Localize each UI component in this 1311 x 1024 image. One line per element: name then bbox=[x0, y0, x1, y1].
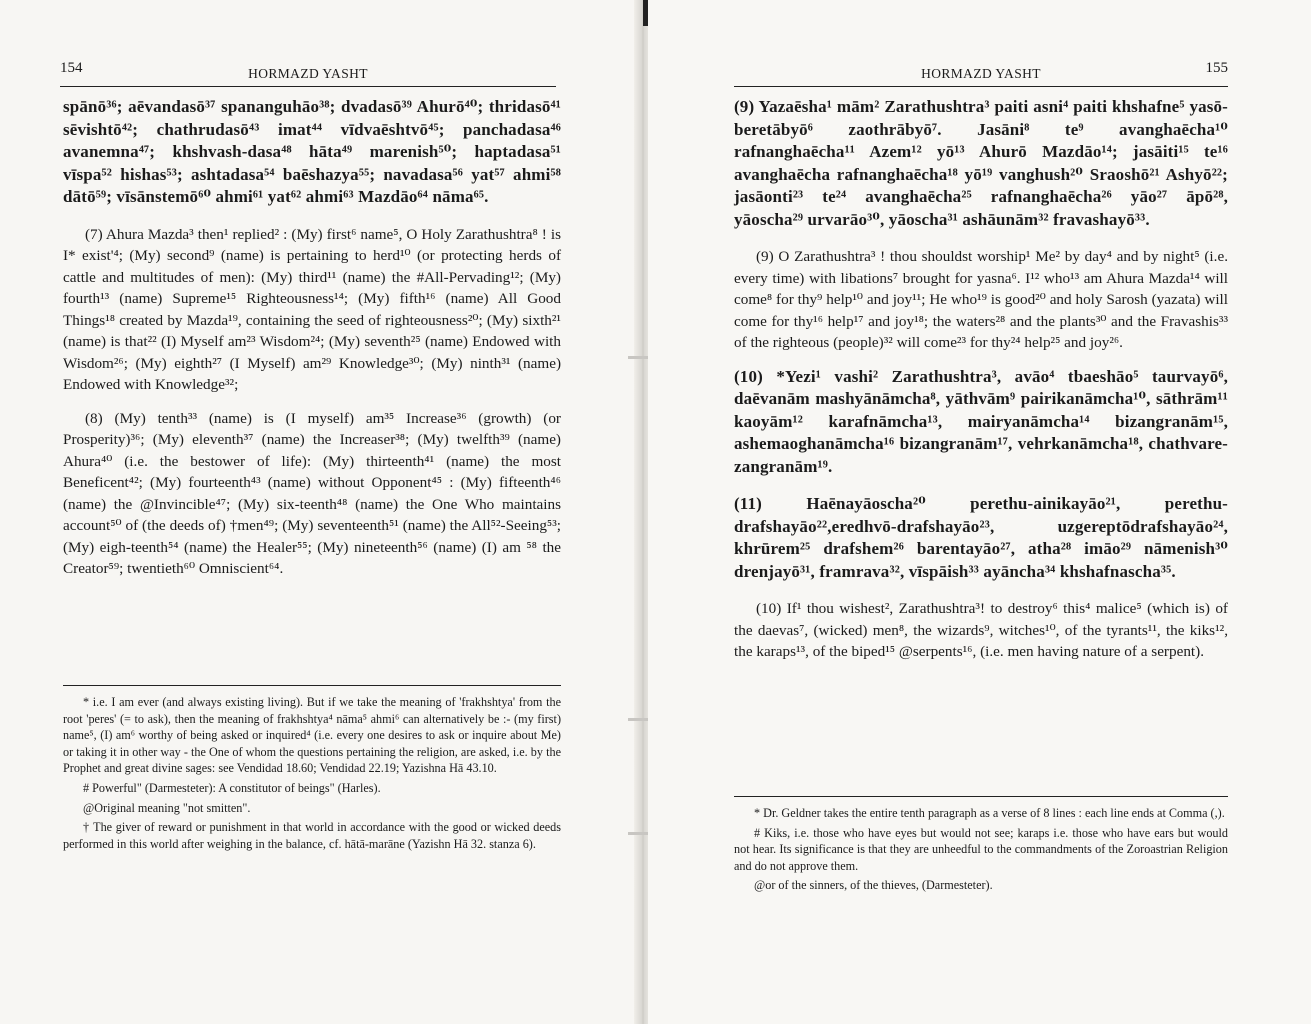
footnote: @Original meaning "not smitten". bbox=[83, 800, 251, 815]
footnote-rule bbox=[63, 685, 561, 686]
left-page bbox=[0, 0, 640, 1024]
footnotes bbox=[63, 683, 561, 855]
avestan-verse-11: (11) Haēnayāoscha²⁰ perethu-ainikayāo²¹, perethu-drafshayāo²²,eredhvō-drafshayāo²³, uzgereptōdrafshayāo²⁴, khrūrem²⁵ drafshem²⁶ barentayāo²⁷, atha²⁸ imāo²⁹ nāmenish³⁰ drenjayō³¹, framrava³², vīspāish³³ ayāncha³⁴ khshafnascha³⁵. bbox=[734, 494, 1228, 581]
page-body bbox=[734, 96, 1228, 675]
footnote: # Kiks, i.e. those who have eyes but would not see; karaps i.e. those who have ears but would not hear. Its significance is that they are unheedful to the commandments of the Zoroastrian Religion and do not approve them. bbox=[734, 825, 1228, 873]
footnote: * Dr. Geldner takes the entire tenth paragraph as a verse of 8 lines : each line ends at Comma (,). bbox=[754, 806, 1225, 820]
avestan-verse-7: spānō³⁶; aēvandasō³⁷ spananguhāo³⁸; dvadasō³⁹ Ahurō⁴⁰; thridasō⁴¹ sēvishtō⁴²; chathrudasō⁴³ imat⁴⁴ vīdvaēshtvō⁴⁵; panchadasa⁴⁶ avanemna⁴⁷; khshvash-dasa⁴⁸ hāta⁴⁹ marenish⁵⁰; haptadasa⁵¹ vīspa⁵² hishas⁵³; ashtadasa⁵⁴ baēshazya⁵⁵; navadasa⁵⁶ yat⁵⁷ ahmi⁵⁸ dātō⁵⁹; vīsānstemō⁶⁰ ahmi⁶¹ yat⁶² ahmi⁶³ Mazdāo⁶⁴ nāma⁶⁵. bbox=[63, 97, 561, 206]
translation-7: (7) Ahura Mazda³ then¹ replied² : (My) first⁶ name⁵, O Holy Zarathushtra⁸ ! is I* exist'⁴; (My) second⁹ (name) is pertaining to herd¹⁰ (or protecting herds of cattle and multitudes of men): (My) third¹¹ (name) the #All-Pervading¹²; (My) fourth¹³ (name) Supreme¹⁵ Righteousness¹⁴; (My) fifth¹⁶ (name) All Good Things¹⁸ created by Mazda¹⁹, containing the seed of righteousness²⁰; (My) sixth²¹ (name) is that²² (I) Myself am²³ Wisdom²⁴; (My) seventh²⁵ (name) Endowed with Wisdom²⁶; (My) eighth²⁷ (I Myself) am²⁹ Knowledge³⁰; (My) ninth³¹ (name) Endowed with Knowledge³²; bbox=[63, 225, 561, 393]
footnote: @or of the sinners, of the thieves, (Darmesteter). bbox=[754, 878, 993, 893]
footnote-rule bbox=[734, 796, 1228, 797]
footnote: # Powerful" (Darmesteter): A constitutor of beings" (Harles). bbox=[83, 780, 381, 795]
avestan-verse-10: (10) *Yezi¹ vashi² Zarathushtra³, avāo⁴ tbaeshāo⁵ taurvayō⁶, daēvanām mashyānāmcha⁸, yāthvām⁹ pairikanāmcha¹⁰, sāthrām¹¹ kaoyām¹² karafnāmcha¹³, mairyanāmcha¹⁴ bizangranām¹⁵, ashemaoghanāmcha¹⁶ bizangranām¹⁷, vehrkanāmcha¹⁸, chathvare-zangranām¹⁹. bbox=[734, 366, 1228, 476]
running-head: HORMAZD YASHT bbox=[921, 66, 1041, 81]
page-number: 154 bbox=[60, 60, 83, 76]
page-body bbox=[63, 96, 561, 592]
right-page bbox=[648, 0, 1311, 1024]
page-number: 155 bbox=[1205, 60, 1228, 76]
page-header bbox=[60, 60, 556, 87]
translation-8: (8) (My) tenth³³ (name) is (I myself) am³⁵ Increase³⁶ (growth) (or Prosperity)³⁶; (My) eleventh³⁷ (name) the Increaser³⁸; (My) twelfth³⁹ (name) Ahura⁴⁰ (i.e. the bestower of life): (My) thirteenth⁴¹ (name) the most Beneficent⁴²; (My) fourteenth⁴³ (name) without Opponent⁴⁵ : (My) fifteenth⁴⁶ (name) the @Invincible⁴⁷; (My) six-teenth⁴⁸ (name) the One Who maintains account⁵⁰ of (the deeds of) †men⁴⁹; (My) seventeenth⁵¹ (name) the All⁵²-Seeing⁵³; (My) eigh-teenth⁵⁴ (name) the Healer⁵⁵; (My) nineteenth⁵⁶ (name) (I) am ⁵⁸ the Creator⁵⁹; twentieth⁶⁰ Omniscient⁶⁴. bbox=[63, 409, 561, 577]
footnote: * i.e. I am ever (and always existing living). But if we take the meaning of 'frakhshtya' from the root 'peres' (= to ask), then the meaning of frakhshtya⁴ nāma⁵ ahmi⁶ can alternatively be :- (my first) name⁵, (I) am⁶ worthy of being asked or inquired⁴ (i.e. every one desires to ask or inquire about Me) or taking it in other way - the One of whom the questions pertaining the religion, are asked, i.e. by the Prophet and great divine sages: see Vendidad 18.60; Vendidad 22.19; Yazishna Hā 43.10. bbox=[63, 695, 561, 776]
footnotes bbox=[734, 794, 1228, 897]
running-head: HORMAZD YASHT bbox=[248, 66, 368, 81]
page-header bbox=[734, 60, 1228, 87]
footnote: † The giver of reward or punishment in that world in accordance with the good or wicked deeds performed in this world after weighing in the balance, cf. hātā-marāne (Yazishn Hā 32. stanza 6). bbox=[63, 820, 561, 851]
translation-10: (10) If¹ thou wishest², Zarathushtra³! to destroy⁶ this⁴ malice⁵ (which is) of the daevas⁷, (wicked) men⁸, the wizards⁹, witches¹⁰, of the tyrants¹¹, the kiks¹², the karaps¹³, of the biped¹⁵ @serpents¹⁶, (i.e. men having nature of a serpent). bbox=[734, 600, 1228, 660]
translation-9: (9) O Zarathushtra³ ! thou shouldst worship¹ Me² by day⁴ and by night⁵ (i.e. every time) with libations⁷ brought for yasna⁶. I¹² who¹³ am Ahura Mazda¹⁴ will come⁸ for thy⁹ help¹⁰ and joy¹¹; He who¹⁹ is good²⁰ and holy Sarosh (yazata) will come for thy¹⁶ help¹⁷ and joy¹⁸; the waters²⁸ and the plants³⁰ and the Fravashis³³ of the righteous (people)³² will come²³ for thy²⁴ help²⁵ and joy²⁶. bbox=[734, 248, 1228, 351]
avestan-verse-9: (9) Yazaēsha¹ mām² Zarathushtra³ paiti asni⁴ paiti khshafne⁵ yasō-beretābyō⁶ zaothrābyō⁷. Jasāni⁸ te⁹ avanghaēcha¹⁰ rafnanghaēcha¹¹ Azem¹² yō¹³ Ahurō Mazdāo¹⁴; jasāiti¹⁵ te¹⁶ avanghaēcha rafnanghaēcha¹⁸ yō¹⁹ vanghush²⁰ Sraoshō²¹ Ashyō²²; jasāonti²³ te²⁴ avanghaēcha²⁵ rafnanghaēcha²⁶ yāo²⁷ āpō²⁸, yāoscha²⁹ urvarāo³⁰, yāoscha³¹ ashāunām³² fravashayō³³. bbox=[734, 97, 1228, 229]
